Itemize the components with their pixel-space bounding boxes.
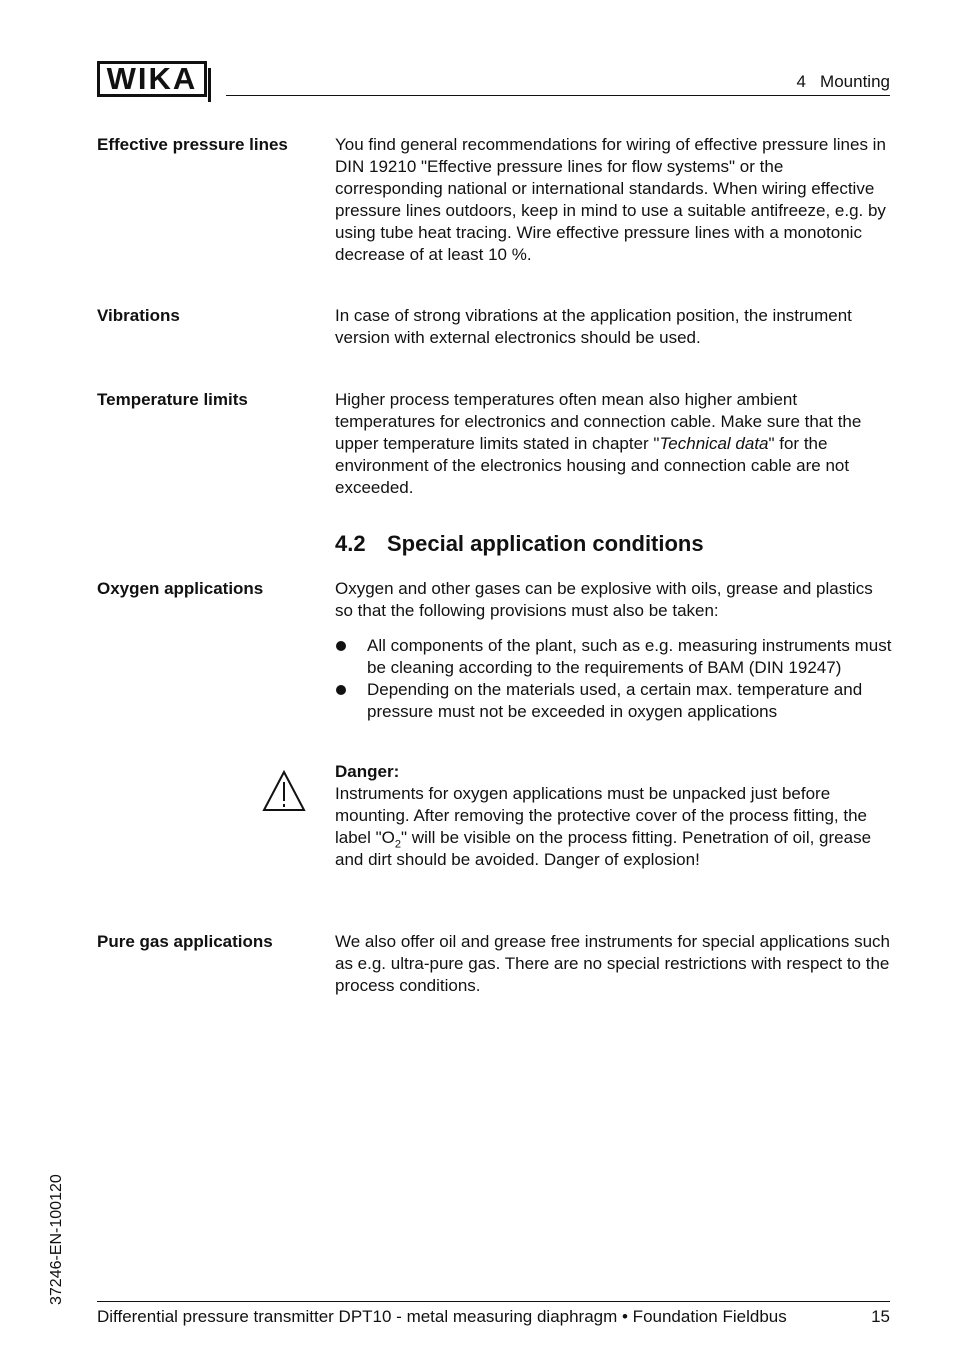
section-heading (335, 530, 704, 558)
temperature-limits-text: Higher process temperatures often mean also higher ambient temperatures for electronics and connection cable. Make sure that the upper temperature limits stated in chapter "Technical data" for the environment of the electronics housing and connection cable are not exceeded. (335, 390, 862, 497)
bullet-icon (336, 641, 346, 651)
section-title: Special application conditions (387, 531, 704, 556)
page-number: 15 (871, 1307, 890, 1326)
side-label-vibrations: Vibrations (97, 306, 180, 325)
wika-logo: WIKA (97, 61, 207, 97)
list-item: Depending on the materials used, a certain max. temperature and pressure must not be exceeded in oxygen applications (335, 679, 895, 723)
danger-text: Instruments for oxygen applications must be unpacked just before mounting. After removing the protective cover of the process fitting, the label "$O_2$" will be visible on the process fitting. Penetration of oil, grease and dirt should be avoided. Danger of explosion! (335, 784, 872, 869)
side-label-pure-gas-applications: Pure gas applications (97, 932, 273, 951)
document-number: 37246-EN-100120 (48, 1174, 65, 1305)
chapter-label: 4 Mounting (796, 72, 890, 91)
list-item: All components of the plant, such as e.g. measuring instruments must be cleaning according to the requirements of BAM (DIN 19247) (335, 635, 895, 679)
technical-data-reference: Technical data (659, 434, 769, 453)
pure-gas-applications-text: We also offer oil and grease free instruments for special applications such as e.g. ultra-pure gas. There are no special restrictions with respect to the process conditions. (335, 932, 890, 995)
side-label-oxygen-applications: Oxygen applications (97, 579, 264, 598)
oxygen-applications-text: Oxygen and other gases can be explosive with oils, grease and plastics so that the following provisions must also be taken: (335, 579, 873, 620)
warning-triangle-icon (262, 770, 306, 812)
side-label-effective-pressure-lines: Effective pressure lines (97, 135, 288, 154)
bullet-icon (336, 685, 346, 695)
header-rule (226, 95, 890, 96)
footer-rule (97, 1301, 890, 1302)
side-label-temperature-limits: Temperature limits (97, 390, 248, 409)
danger-note (335, 761, 895, 871)
effective-pressure-lines-text: You find general recommendations for wiring of effective pressure lines in DIN 19210 "Effective pressure lines for flow systems" or the corresponding national or international standards. When wiring effective pressure lines outdoors, keep in mind to use a suitable antifreeze, e.g. by using tube heat tracing. Wire effective pressure lines with a monotonic decrease of at least 10 %. (335, 135, 886, 264)
oxygen-applications-block (335, 578, 895, 723)
danger-title: Danger: (335, 762, 400, 781)
footer-title: Differential pressure transmitter DPT10 - metal measuring diaphragm • Foundation Fieldbus (97, 1307, 787, 1326)
vibrations-text: In case of strong vibrations at the application position, the instrument version with external electronics should be used. (335, 306, 852, 347)
section-number: 4.2 (335, 531, 366, 556)
oxygen-provisions-list (335, 635, 895, 723)
